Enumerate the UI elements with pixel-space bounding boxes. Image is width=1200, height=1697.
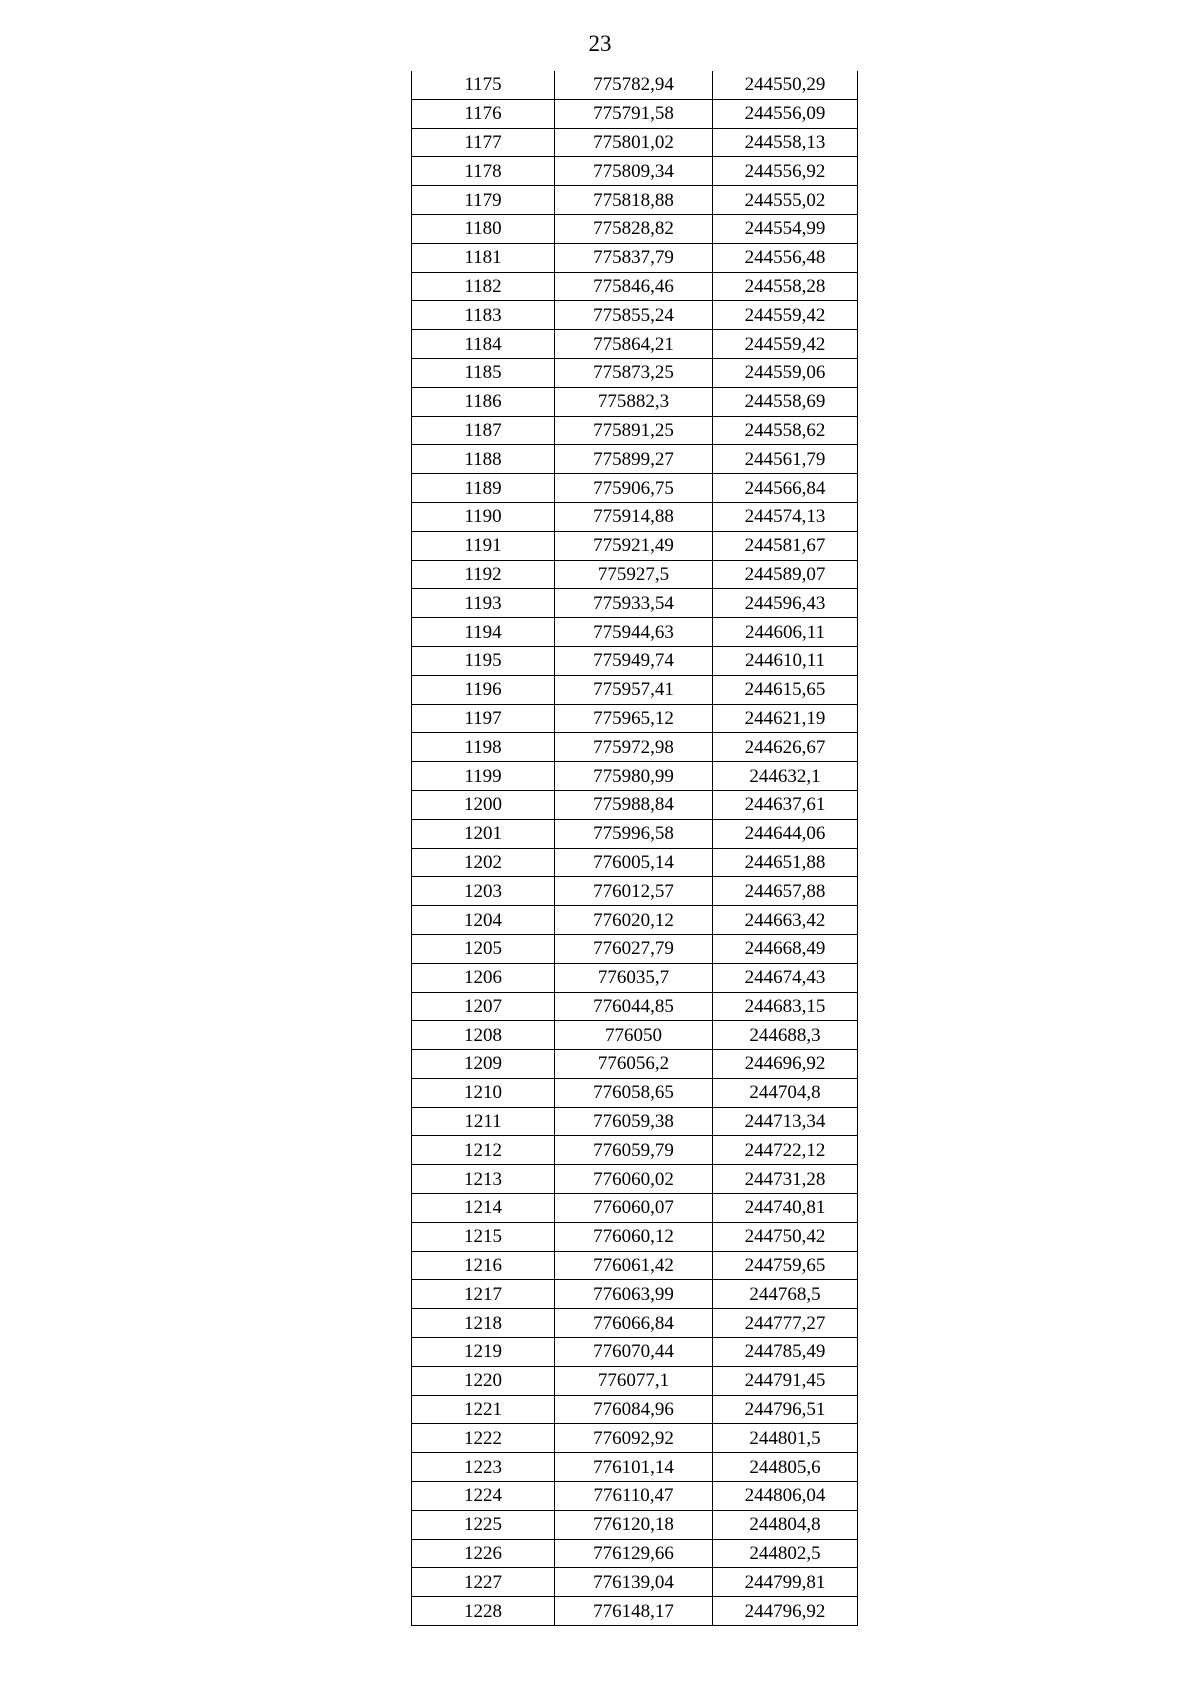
x-coordinate-cell: 775933,54 [555,589,713,618]
table-row [412,531,858,560]
y-coordinate-cell: 244750,42 [713,1222,858,1251]
coordinates-table [411,71,858,1626]
point-number-cell: 1211 [412,1107,555,1136]
point-number-cell: 1205 [412,934,555,963]
point-number-cell: 1212 [412,1136,555,1165]
y-coordinate-cell: 244704,8 [713,1078,858,1107]
point-number-cell: 1182 [412,272,555,301]
x-coordinate-cell: 776044,85 [555,992,713,1021]
point-number-cell: 1180 [412,214,555,243]
point-number-cell: 1213 [412,1165,555,1194]
x-coordinate-cell: 776084,96 [555,1395,713,1424]
y-coordinate-cell: 244558,69 [713,387,858,416]
table-row [412,1078,858,1107]
table-row [412,963,858,992]
y-coordinate-cell: 244621,19 [713,704,858,733]
table-row [412,618,858,647]
point-number-cell: 1191 [412,531,555,560]
y-coordinate-cell: 244802,5 [713,1539,858,1568]
y-coordinate-cell: 244596,43 [713,589,858,618]
y-coordinate-cell: 244806,04 [713,1482,858,1511]
y-coordinate-cell: 244785,49 [713,1338,858,1367]
table-row [412,646,858,675]
x-coordinate-cell: 775882,3 [555,387,713,416]
x-coordinate-cell: 776020,12 [555,906,713,935]
table-row [412,877,858,906]
table-row [412,157,858,186]
table-row [412,387,858,416]
x-coordinate-cell: 776139,04 [555,1568,713,1597]
point-number-cell: 1221 [412,1395,555,1424]
x-coordinate-cell: 775855,24 [555,301,713,330]
x-coordinate-cell: 776077,1 [555,1366,713,1395]
table-row [412,301,858,330]
x-coordinate-cell: 776110,47 [555,1482,713,1511]
y-coordinate-cell: 244696,92 [713,1050,858,1079]
point-number-cell: 1203 [412,877,555,906]
x-coordinate-cell: 776063,99 [555,1280,713,1309]
y-coordinate-cell: 244644,06 [713,819,858,848]
point-number-cell: 1207 [412,992,555,1021]
y-coordinate-cell: 244683,15 [713,992,858,1021]
table-row [412,1021,858,1050]
table-row [412,762,858,791]
point-number-cell: 1223 [412,1453,555,1482]
point-number-cell: 1195 [412,646,555,675]
point-number-cell: 1226 [412,1539,555,1568]
x-coordinate-cell: 775873,25 [555,358,713,387]
y-coordinate-cell: 244688,3 [713,1021,858,1050]
point-number-cell: 1179 [412,186,555,215]
point-number-cell: 1227 [412,1568,555,1597]
x-coordinate-cell: 776012,57 [555,877,713,906]
x-coordinate-cell: 776092,92 [555,1424,713,1453]
y-coordinate-cell: 244722,12 [713,1136,858,1165]
x-coordinate-cell: 775949,74 [555,646,713,675]
table-row [412,99,858,128]
x-coordinate-cell: 775809,34 [555,157,713,186]
x-coordinate-cell: 775965,12 [555,704,713,733]
x-coordinate-cell: 775914,88 [555,502,713,531]
point-number-cell: 1220 [412,1366,555,1395]
point-number-cell: 1176 [412,99,555,128]
y-coordinate-cell: 244768,5 [713,1280,858,1309]
point-number-cell: 1196 [412,675,555,704]
y-coordinate-cell: 244804,8 [713,1510,858,1539]
x-coordinate-cell: 775996,58 [555,819,713,848]
table-row [412,1510,858,1539]
table-row [412,128,858,157]
page-number: 23 [588,31,612,56]
table-row [412,474,858,503]
table-row [412,589,858,618]
y-coordinate-cell: 244559,42 [713,330,858,359]
point-number-cell: 1217 [412,1280,555,1309]
y-coordinate-cell: 244668,49 [713,934,858,963]
point-number-cell: 1219 [412,1338,555,1367]
point-number-cell: 1194 [412,618,555,647]
point-number-cell: 1225 [412,1510,555,1539]
point-number-cell: 1200 [412,790,555,819]
table-row [412,358,858,387]
x-coordinate-cell: 776050 [555,1021,713,1050]
point-number-cell: 1210 [412,1078,555,1107]
y-coordinate-cell: 244731,28 [713,1165,858,1194]
y-coordinate-cell: 244581,67 [713,531,858,560]
table-row [412,1107,858,1136]
y-coordinate-cell: 244663,42 [713,906,858,935]
x-coordinate-cell: 776060,12 [555,1222,713,1251]
y-coordinate-cell: 244556,48 [713,243,858,272]
coordinates-table-container [411,71,858,1626]
table-row [412,1050,858,1079]
x-coordinate-cell: 775818,88 [555,186,713,215]
x-coordinate-cell: 776027,79 [555,934,713,963]
x-coordinate-cell: 775980,99 [555,762,713,791]
point-number-cell: 1216 [412,1251,555,1280]
x-coordinate-cell: 775837,79 [555,243,713,272]
table-row [412,906,858,935]
table-row [412,1424,858,1453]
y-coordinate-cell: 244556,92 [713,157,858,186]
y-coordinate-cell: 244801,5 [713,1424,858,1453]
y-coordinate-cell: 244805,6 [713,1453,858,1482]
y-coordinate-cell: 244566,84 [713,474,858,503]
x-coordinate-cell: 776101,14 [555,1453,713,1482]
y-coordinate-cell: 244651,88 [713,848,858,877]
y-coordinate-cell: 244713,34 [713,1107,858,1136]
table-row [412,733,858,762]
y-coordinate-cell: 244657,88 [713,877,858,906]
table-row [412,243,858,272]
table-row [412,1222,858,1251]
table-row [412,71,858,99]
y-coordinate-cell: 244791,45 [713,1366,858,1395]
table-row [412,1165,858,1194]
table-row [412,1395,858,1424]
point-number-cell: 1204 [412,906,555,935]
table-row [412,272,858,301]
y-coordinate-cell: 244632,1 [713,762,858,791]
table-row [412,416,858,445]
x-coordinate-cell: 776148,17 [555,1597,713,1626]
y-coordinate-cell: 244606,11 [713,618,858,647]
table-body [412,71,858,1626]
x-coordinate-cell: 775906,75 [555,474,713,503]
point-number-cell: 1215 [412,1222,555,1251]
x-coordinate-cell: 776035,7 [555,963,713,992]
table-row [412,1136,858,1165]
table-row [412,560,858,589]
y-coordinate-cell: 244556,09 [713,99,858,128]
y-coordinate-cell: 244554,99 [713,214,858,243]
table-row [412,1338,858,1367]
x-coordinate-cell: 776061,42 [555,1251,713,1280]
table-row [412,1568,858,1597]
point-number-cell: 1222 [412,1424,555,1453]
y-coordinate-cell: 244777,27 [713,1309,858,1338]
point-number-cell: 1228 [412,1597,555,1626]
y-coordinate-cell: 244626,67 [713,733,858,762]
x-coordinate-cell: 775988,84 [555,790,713,819]
table-row [412,934,858,963]
y-coordinate-cell: 244558,13 [713,128,858,157]
point-number-cell: 1181 [412,243,555,272]
x-coordinate-cell: 776056,2 [555,1050,713,1079]
table-row [412,186,858,215]
x-coordinate-cell: 775791,58 [555,99,713,128]
y-coordinate-cell: 244559,42 [713,301,858,330]
x-coordinate-cell: 775957,41 [555,675,713,704]
point-number-cell: 1175 [412,71,555,99]
point-number-cell: 1184 [412,330,555,359]
point-number-cell: 1202 [412,848,555,877]
point-number-cell: 1201 [412,819,555,848]
point-number-cell: 1192 [412,560,555,589]
point-number-cell: 1190 [412,502,555,531]
point-number-cell: 1185 [412,358,555,387]
point-number-cell: 1208 [412,1021,555,1050]
point-number-cell: 1193 [412,589,555,618]
y-coordinate-cell: 244550,29 [713,71,858,99]
y-coordinate-cell: 244615,65 [713,675,858,704]
x-coordinate-cell: 776059,38 [555,1107,713,1136]
y-coordinate-cell: 244555,02 [713,186,858,215]
point-number-cell: 1199 [412,762,555,791]
x-coordinate-cell: 776005,14 [555,848,713,877]
point-number-cell: 1224 [412,1482,555,1511]
table-row [412,704,858,733]
table-row [412,675,858,704]
point-number-cell: 1186 [412,387,555,416]
point-number-cell: 1206 [412,963,555,992]
table-row [412,848,858,877]
point-number-cell: 1209 [412,1050,555,1079]
y-coordinate-cell: 244559,06 [713,358,858,387]
y-coordinate-cell: 244674,43 [713,963,858,992]
point-number-cell: 1187 [412,416,555,445]
x-coordinate-cell: 776070,44 [555,1338,713,1367]
y-coordinate-cell: 244799,81 [713,1568,858,1597]
y-coordinate-cell: 244561,79 [713,445,858,474]
x-coordinate-cell: 776059,79 [555,1136,713,1165]
x-coordinate-cell: 775846,46 [555,272,713,301]
y-coordinate-cell: 244610,11 [713,646,858,675]
point-number-cell: 1197 [412,704,555,733]
table-row [412,992,858,1021]
table-row [412,1482,858,1511]
table-row [412,1453,858,1482]
table-row [412,1194,858,1223]
point-number-cell: 1177 [412,128,555,157]
x-coordinate-cell: 776058,65 [555,1078,713,1107]
x-coordinate-cell: 776129,66 [555,1539,713,1568]
point-number-cell: 1188 [412,445,555,474]
x-coordinate-cell: 775972,98 [555,733,713,762]
x-coordinate-cell: 775921,49 [555,531,713,560]
x-coordinate-cell: 776120,18 [555,1510,713,1539]
table-row [412,445,858,474]
x-coordinate-cell: 776060,07 [555,1194,713,1223]
table-row [412,819,858,848]
x-coordinate-cell: 775899,27 [555,445,713,474]
x-coordinate-cell: 776060,02 [555,1165,713,1194]
point-number-cell: 1218 [412,1309,555,1338]
y-coordinate-cell: 244558,28 [713,272,858,301]
table-row [412,1280,858,1309]
table-row [412,1251,858,1280]
point-number-cell: 1198 [412,733,555,762]
point-number-cell: 1183 [412,301,555,330]
table-row [412,1539,858,1568]
x-coordinate-cell: 775782,94 [555,71,713,99]
point-number-cell: 1178 [412,157,555,186]
table-row [412,330,858,359]
x-coordinate-cell: 775891,25 [555,416,713,445]
table-row [412,214,858,243]
table-row [412,790,858,819]
y-coordinate-cell: 244558,62 [713,416,858,445]
x-coordinate-cell: 776066,84 [555,1309,713,1338]
table-row [412,1597,858,1626]
y-coordinate-cell: 244740,81 [713,1194,858,1223]
table-row [412,1309,858,1338]
table-row [412,1366,858,1395]
x-coordinate-cell: 775828,82 [555,214,713,243]
x-coordinate-cell: 775864,21 [555,330,713,359]
y-coordinate-cell: 244796,92 [713,1597,858,1626]
y-coordinate-cell: 244574,13 [713,502,858,531]
y-coordinate-cell: 244796,51 [713,1395,858,1424]
x-coordinate-cell: 775927,5 [555,560,713,589]
table-row [412,502,858,531]
point-number-cell: 1214 [412,1194,555,1223]
point-number-cell: 1189 [412,474,555,503]
x-coordinate-cell: 775944,63 [555,618,713,647]
y-coordinate-cell: 244637,61 [713,790,858,819]
y-coordinate-cell: 244759,65 [713,1251,858,1280]
y-coordinate-cell: 244589,07 [713,560,858,589]
x-coordinate-cell: 775801,02 [555,128,713,157]
